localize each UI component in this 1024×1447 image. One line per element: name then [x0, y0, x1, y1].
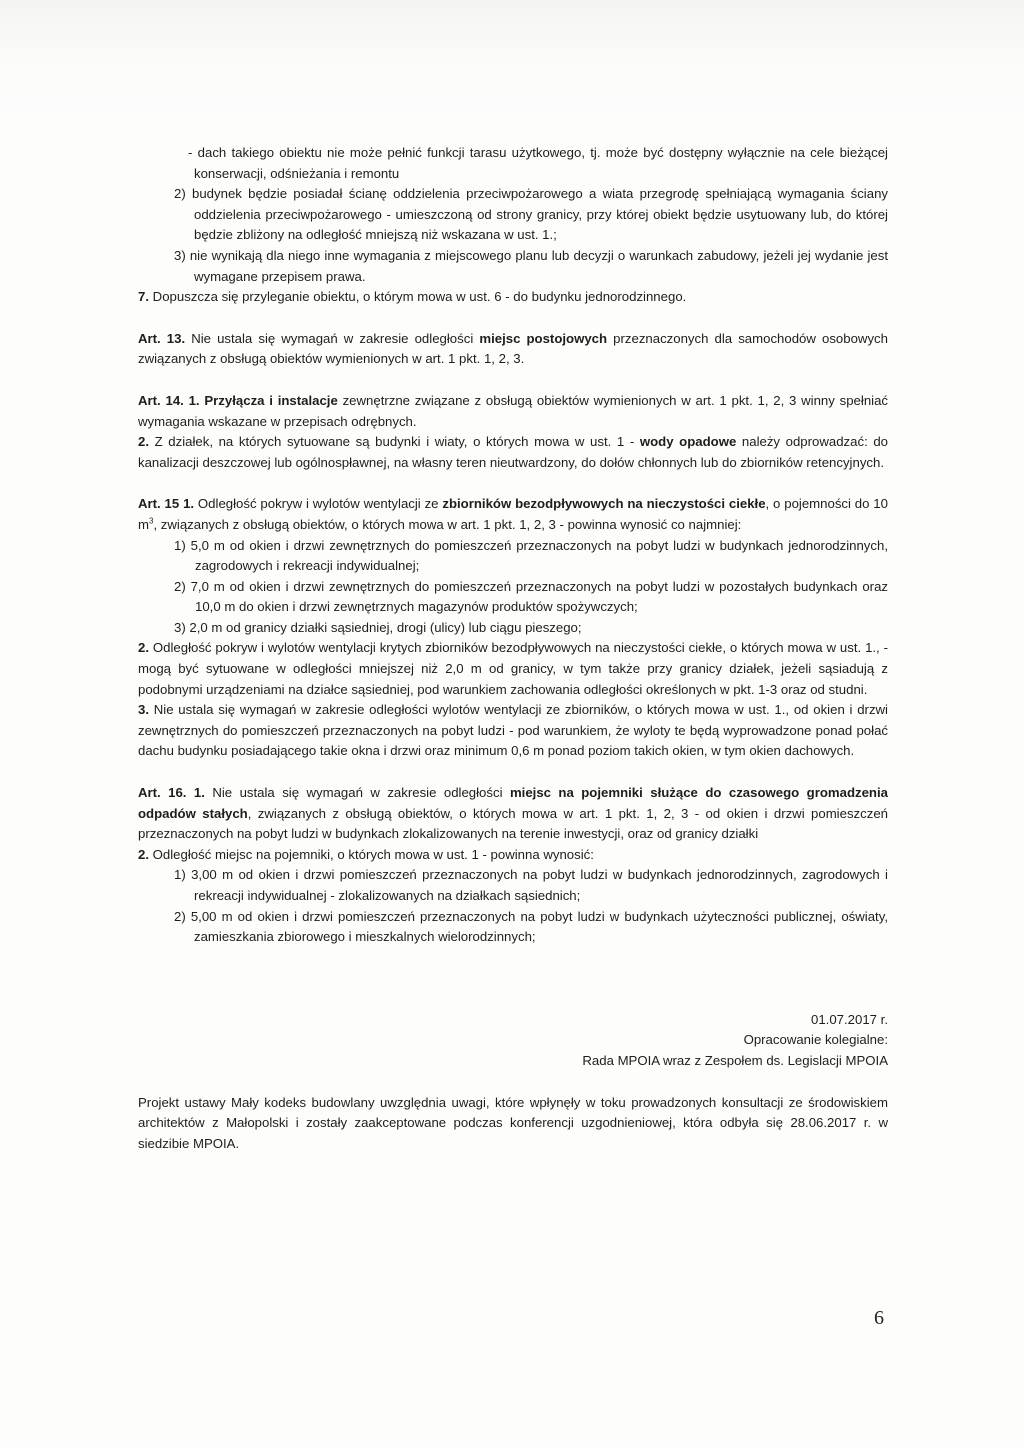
article-13 [138, 329, 888, 370]
paragraph-number: 3. [138, 702, 149, 718]
article-heading: Art. 15 1. [138, 496, 195, 512]
article-16 [138, 783, 888, 845]
article-16-item-1: 1) 3,00 m od okien i drzwi pomieszczeń przeznaczonych na pobyt ludzi w budynkach jednorodzinnych, zagrodowych i rekreacji indywidualnej - zlokalizowanych na działkach sąsiednich; [174, 867, 888, 903]
article-15-item-1: 1) 5,0 m od okien i drzwi zewnętrznych do pomieszczeń przeznaczonych na pobyt ludzi w budynkach jednorodzinnych, zagrodowych i rekreacji indywidualnej; [174, 537, 888, 574]
paragraph-number: 7. [138, 289, 149, 305]
signature-label: Opracowanie kolegialne: [743, 1032, 888, 1048]
article-15-par-2 [138, 638, 888, 700]
article-15-par-3 [138, 700, 888, 762]
list-item-2: 2) budynek będzie posiadał ścianę oddzielenia przeciwpożarowego a wiata przegrodę spełniającą wymagania ściany oddzielenia przeciwpożarowego - umieszczoną od strony granicy, przy której obiekt będzie usytuowany lub, do której będzie zbliżony na odległość mniejszą niż wskazana w ust. 1.; [174, 186, 888, 243]
article-text: , o pojemności do 10 m [138, 496, 888, 532]
article-emphasis: Przyłącza i instalacje [204, 392, 338, 408]
paragraph-7 [138, 287, 888, 308]
article-emphasis: wody opadowe [639, 434, 737, 450]
article-heading: Art. 14. 1. [138, 392, 200, 408]
list-item-3: 3) nie wynikają dla niego inne wymagania z miejscowego planu lub decyzji o warunkach zabudowy, jeżeli jej wydanie jest wymagane przepisem prawa. [174, 247, 888, 284]
article-15-item-3: 3) 2,0 m od granicy działki sąsiedniej, drogi (ulicy) lub ciągu pieszego; [174, 619, 582, 635]
closing-note: Projekt ustawy Mały kodeks budowlany uwzględnia uwagi, które wpłynęły w toku prowadzonych konsultacji ze środowiskiem architektów z Małopolski i zostały zaakceptowane podczas konferencji uzgodnieniowej, która odbyła się 28.06.2017 r. w siedzibie MPOIA. [138, 1094, 888, 1151]
signature-date: 01.07.2017 r. [811, 1011, 888, 1027]
list-item-roof: - dach takiego obiektu nie może pełnić funkcji tarasu użytkowego, tj. może być dostępny wyłącznie na cele bieżącej konserwacji, odśnieżania i remontu [188, 145, 888, 181]
document-body [138, 143, 888, 1154]
paragraph-number: 2. [138, 640, 149, 656]
article-emphasis: miejsc na pojemniki służące do czasowego gromadzenia odpadów stałych [138, 785, 888, 821]
article-heading: Art. 13. [138, 330, 186, 346]
article-text: , związanych z obsługą obiektów, o których mowa w art. 1 pkt. 1, 2, 3 - od okien i drzwi pomieszczeń przeznaczonych na pobyt ludzi w budynkach zlokalizowanych na terenie inwestycji, oraz od granicy działki [138, 805, 888, 842]
article-text: należy odprowadzać: do kanalizacji deszczowej lub ogólnospławnej, na własny teren nieutwardzony, do dołów chłonnych lub do zbiorników retencyjnych. [138, 434, 889, 470]
article-emphasis: miejsc postojowych [479, 330, 608, 346]
article-text: Nie ustala się wymagań w zakresie odległości wylotów wentylacji ze zbiorników, o których mowa w ust. 1., od okien i drzwi zewnętrznych do pomieszczeń przeznaczonych na pobyt ludzi - pod warunkiem, że wyloty te będą wyprowadzone ponad połać dachu budynku posiadającego takie okna i drzwi oraz minimum 0,6 m ponad poziom takich okien, w tym okien dachowych. [138, 702, 888, 759]
paragraph-text: Dopuszcza się przyleganie obiektu, o którym mowa w ust. 6 - do budynku jednorodzinnego. [149, 289, 687, 305]
article-15-item-2: 2) 7,0 m od okien i drzwi zewnętrznych do pomieszczeń przeznaczonych na pobyt ludzi w pozostałych budynkach oraz 10,0 m do okien i drzwi zewnętrznych magazynów produktów spożywczych; [174, 578, 888, 615]
signature-authors: Rada MPOIA wraz z Zespołem ds. Legislacji MPOIA [582, 1052, 888, 1068]
article-text: Odległość pokryw i wylotów wentylacji krytych zbiorników bezodpływowych na nieczystości ciekłe, o których mowa w ust. 1., - mogą być sytuowane w odległości mniejszej niż 2,0 m od granicy, w tym także przy granicy działek, jeżeli sąsiadują z podobnymi urządzeniami na działce sąsiedniej, pod warunkiem zachowania odległości określonych w pkt. 1-3 oraz od studni. [138, 640, 888, 697]
article-text: Nie ustala się wymagań w zakresie odległości [185, 330, 480, 346]
article-text: zewnętrzne związane z obsługą obiektów wymienionych w art. 1 pkt. 1, 2, 3 winny spełniać wymagania wskazane w przepisach odrębnych. [138, 392, 889, 429]
article-text: Nie ustala się wymagań w zakresie odległości [204, 785, 510, 801]
article-heading: Art. 16. 1. [138, 785, 205, 801]
article-text: Z działek, na których sytuowane są budynki i wiaty, o których mowa w ust. 1 - [149, 434, 640, 450]
article-14 [138, 391, 888, 432]
article-emphasis: zbiorników bezodpływowych na nieczystości ciekłe [442, 496, 766, 512]
article-16-item-2: 2) 5,00 m od okien i drzwi pomieszczeń przeznaczonych na pobyt ludzi w budynkach użyteczności publicznej, oświaty, zamieszkania zbiorowego i mieszkalnych wielorodzinnych; [174, 908, 888, 945]
page-number: 6 [874, 1307, 884, 1329]
article-16-par-2 [138, 845, 888, 866]
article-text: Odległość miejsc na pojemniki, o których mowa w ust. 1 - powinna wynosić: [149, 846, 594, 862]
article-text: przeznaczonych dla samochodów osobowych związanych z obsługą obiektów wymienionych w art. 1 pkt. 1, 2, 3. [138, 330, 888, 367]
article-text: , związanych z obsługą obiektów, o których mowa w art. 1 pkt. 1, 2, 3 - powinna wynosić co najmniej: [153, 516, 742, 532]
paragraph-number: 2. [138, 434, 149, 450]
article-14-par-2 [138, 432, 888, 473]
article-text: Odległość pokryw i wylotów wentylacji ze [194, 496, 443, 512]
article-15 [138, 494, 888, 535]
superscript: 3 [149, 516, 154, 526]
paragraph-number: 2. [138, 846, 149, 862]
